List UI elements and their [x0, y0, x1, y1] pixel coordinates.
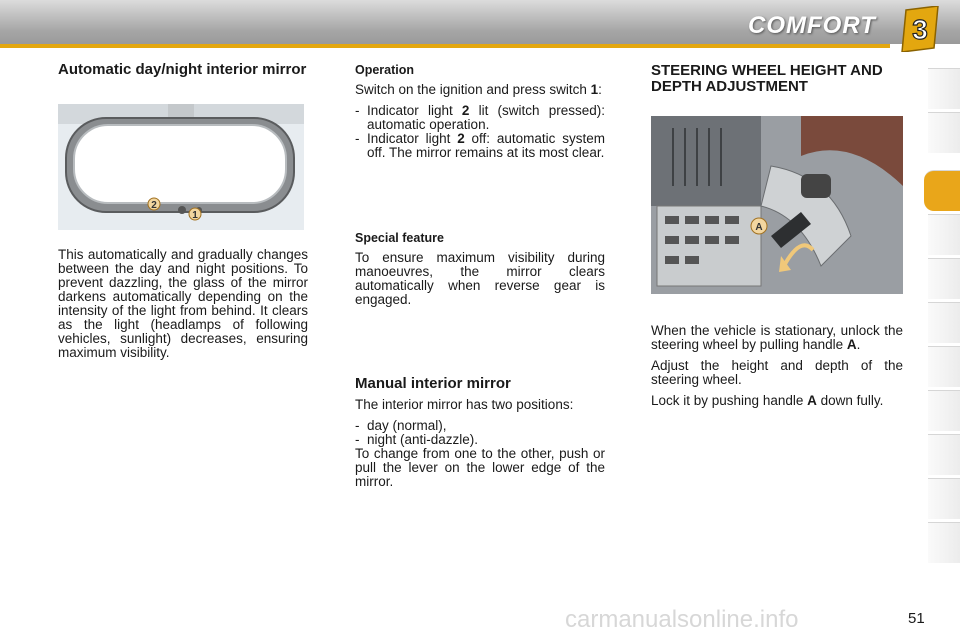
operation-intro: Switch on the ignition and press switch 1: [355, 82, 602, 97]
steering-column-photo [651, 116, 903, 294]
column-operation [355, 63, 605, 160]
special-feature-body: To ensure maximum visibility during manoeuvres, the mirror clears automatically when reverse gear is engaged. [355, 250, 605, 307]
manual-mirror-body: To change from one to the other, push or pull the lever on the lower edge of the mirror. [355, 446, 605, 489]
steering-label-a: A [755, 222, 763, 233]
column-special-feature [355, 231, 605, 314]
mirror-label-2: 2 [151, 200, 157, 211]
column-steering-body [651, 324, 903, 415]
chapter-number-badge [900, 6, 940, 52]
chapter-tab-active[interactable] [924, 170, 960, 211]
column-steering [651, 63, 903, 101]
chapter-tab[interactable] [928, 434, 960, 475]
steering-step-adjust: Adjust the height and depth of the steering wheel. [651, 358, 903, 387]
section-title-automatic-mirror: Automatic day/night interior mirror [58, 61, 307, 78]
column-manual-mirror [355, 376, 605, 496]
chapter-tab[interactable] [928, 302, 960, 343]
column-mirror-automatic [58, 62, 308, 84]
manual-mirror-intro: The interior mirror has two positions: [355, 397, 574, 412]
manual-mirror-heading: Manual interior mirror [355, 375, 511, 392]
rear-mirror-photo [58, 104, 304, 230]
chapter-tab[interactable] [928, 478, 960, 519]
page-number: 51 [908, 610, 925, 627]
steering-step-unlock: When the vehicle is stationary, unlock the steering wheel by pulling handle A. [651, 323, 903, 352]
chapter-tab[interactable] [928, 346, 960, 387]
manual-mirror-item: - night (anti-dazzle). [355, 432, 479, 447]
watermark: carmanualsonline.info [565, 606, 799, 633]
steering-step-lock: Lock it by pushing handle A down fully. [651, 393, 884, 408]
special-feature-heading: Special feature [355, 231, 444, 245]
chapter-tabs [928, 68, 960, 576]
chapter-tab[interactable] [928, 214, 960, 255]
chapter-tab[interactable] [928, 522, 960, 563]
chapter-tab[interactable] [928, 258, 960, 299]
mirror-label-1: 1 [192, 210, 198, 221]
operation-item-2: - Indicator light 2 off: automatic system off. The mirror remains at its most clear. [355, 131, 605, 160]
chapter-number: 3 [912, 14, 928, 45]
chapter-tab[interactable] [928, 112, 960, 153]
steering-section-title: STEERING WHEEL HEIGHT AND DEPTH ADJUSTMENT [651, 62, 883, 95]
header-accent-stripe [0, 44, 890, 48]
column-mirror-body [58, 248, 308, 367]
operation-heading: Operation [355, 63, 415, 77]
automatic-mirror-description: This automatically and gradually changes between the day and night positions. To prevent dazzling, the glass of the mirror darkens automatically depending on the intensity of the light from behind. It clears as the light (headlamps of following vehicles, sunlight) decreases, ensuring maximum visibility. [58, 247, 308, 360]
operation-item-1: - Indicator light 2 lit (switch pressed): automatic operation. [355, 103, 606, 132]
chapter-title: COMFORT [748, 12, 876, 39]
chapter-tab[interactable] [928, 68, 960, 109]
manual-mirror-item: - day (normal), [355, 418, 447, 433]
chapter-tab[interactable] [928, 390, 960, 431]
